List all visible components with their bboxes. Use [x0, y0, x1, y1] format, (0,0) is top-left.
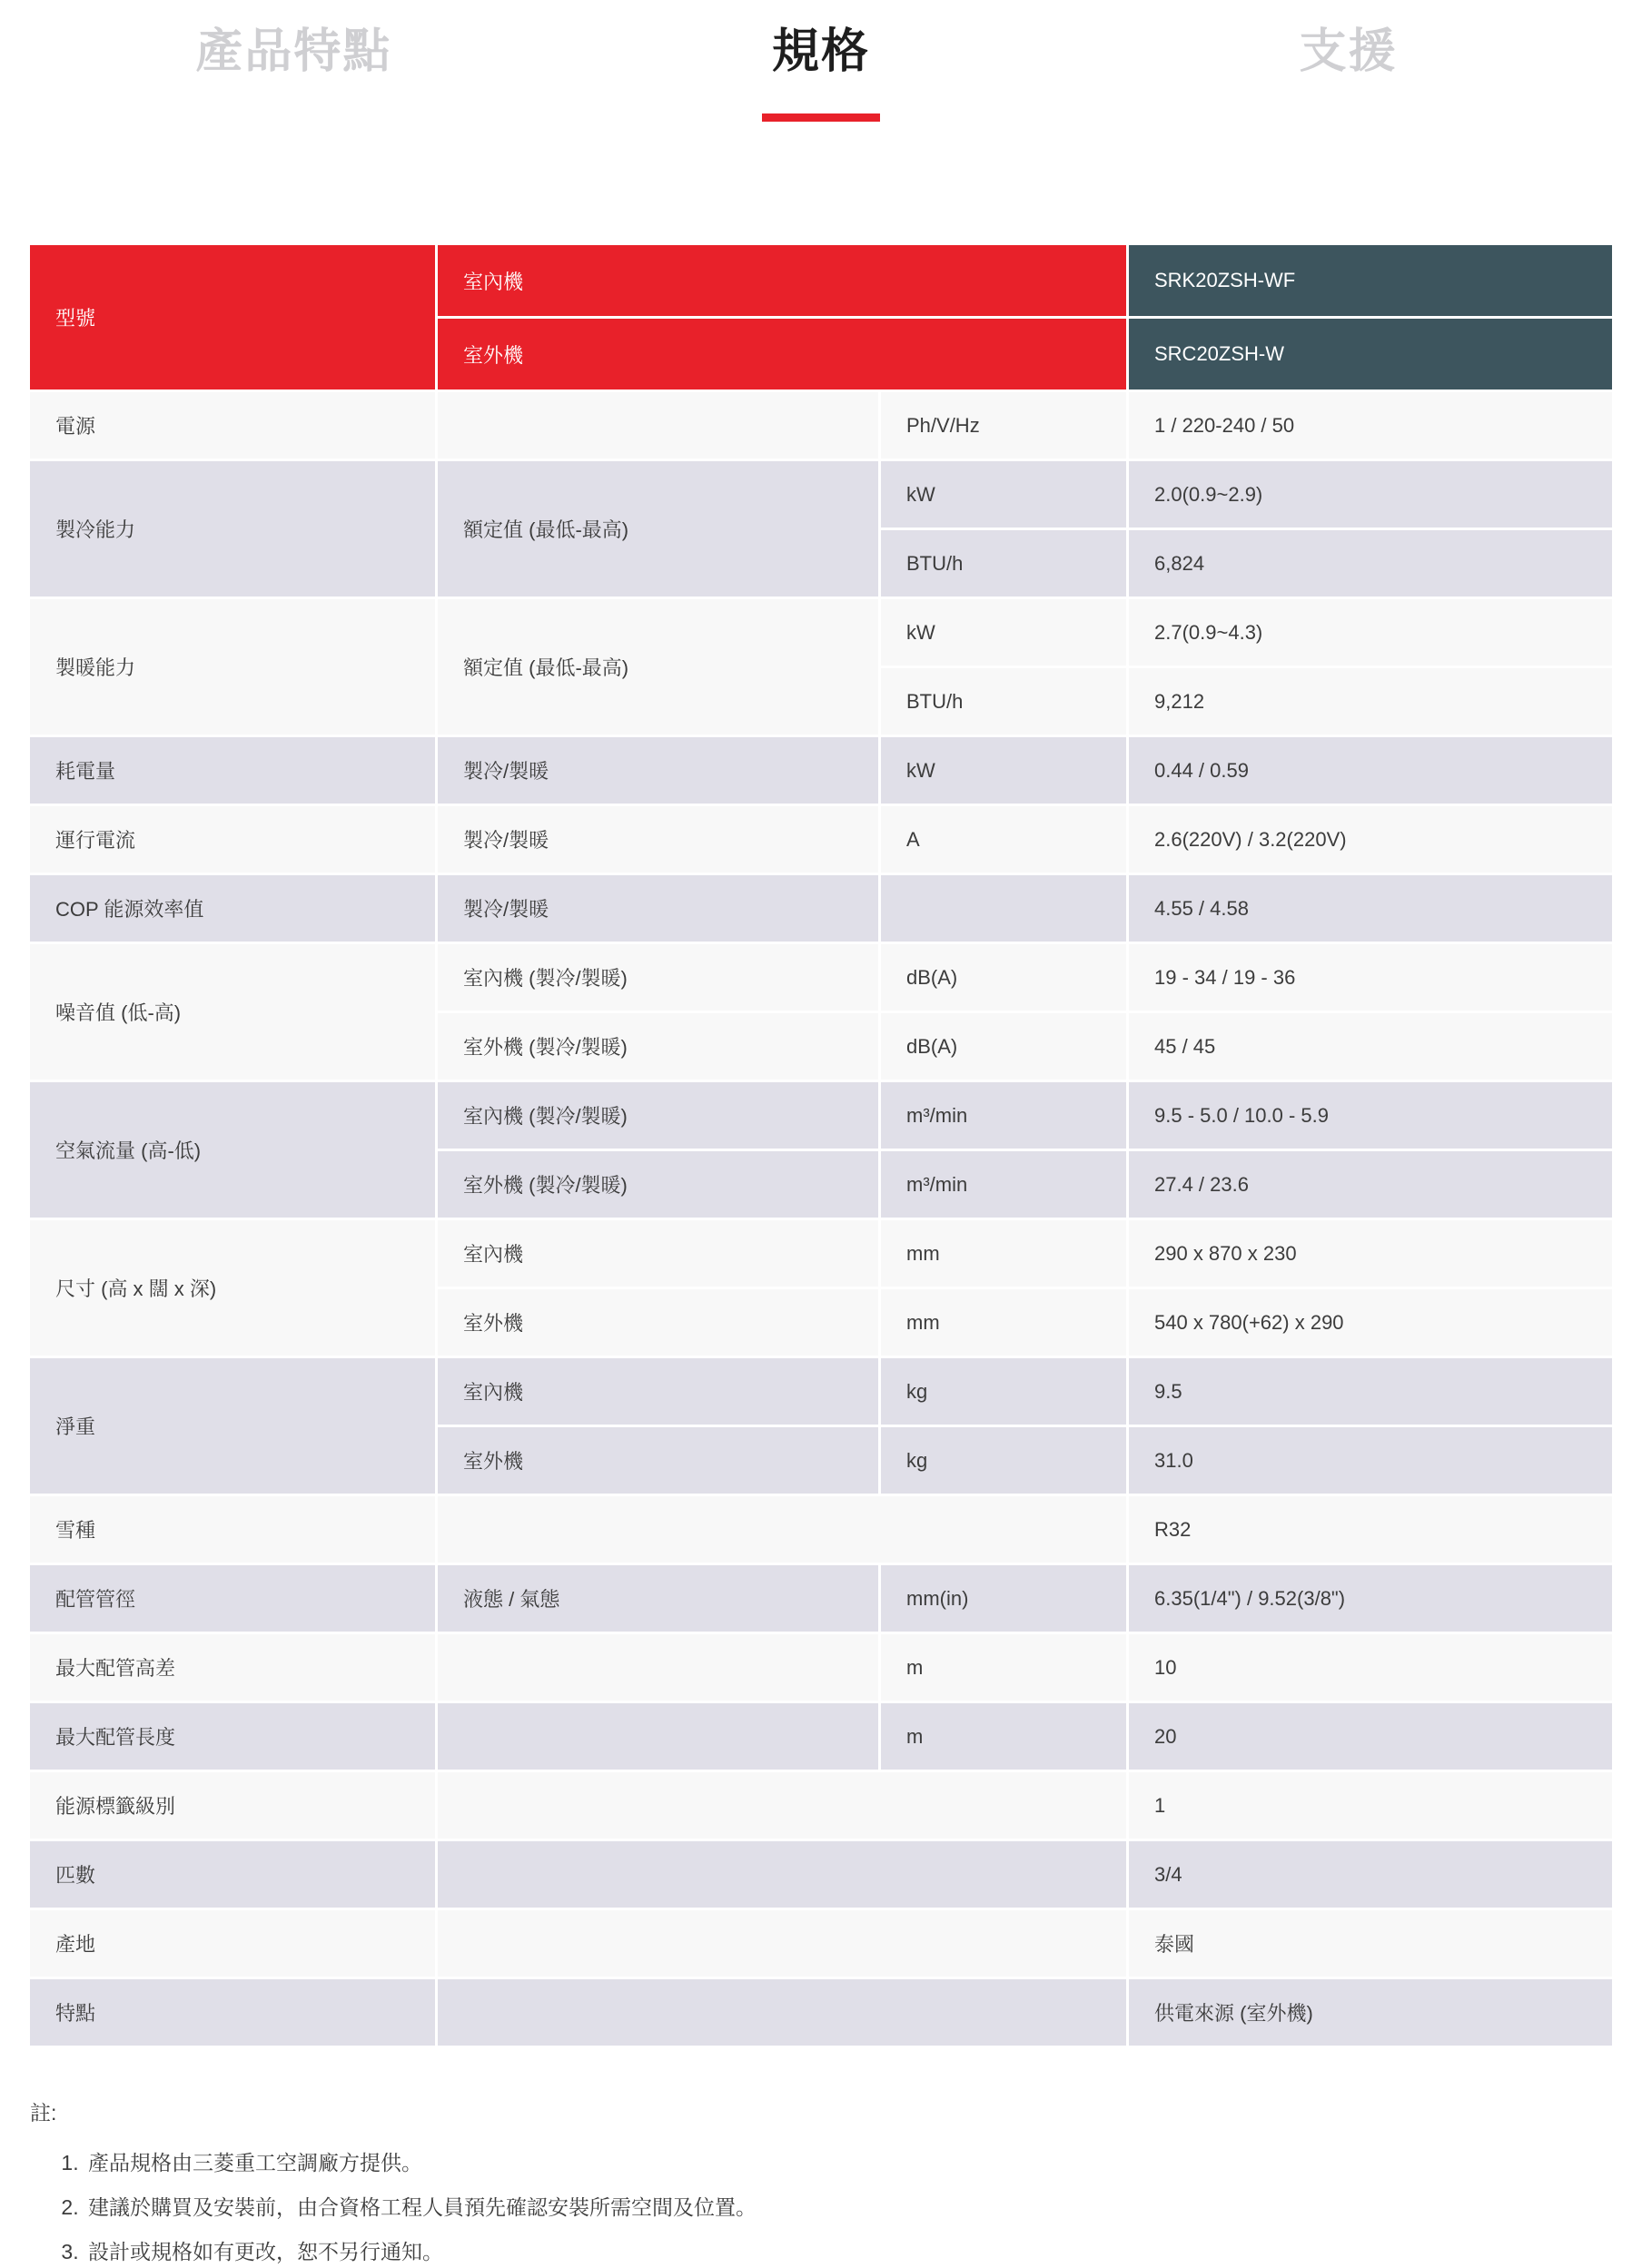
spec-row-power-supply — [30, 392, 1612, 459]
note-item: 1. 產品規格由三菱重工空調廠方提供。 — [84, 2146, 1642, 2176]
spec-unit: m — [881, 1703, 1126, 1770]
spec-label: 尺寸 (高 x 闊 x 深) — [30, 1220, 435, 1356]
spec-sub: 室內機 — [438, 1220, 878, 1287]
spec-value: 45 / 45 — [1129, 1013, 1612, 1080]
spec-label: 運行電流 — [30, 806, 435, 873]
spec-value: 19 - 34 / 19 - 36 — [1129, 944, 1612, 1011]
tab-support-label: 支援 — [1299, 25, 1398, 78]
specification-table — [30, 245, 1612, 2046]
spec-row-features — [30, 1979, 1612, 2046]
spec-value: 290 x 870 x 230 — [1129, 1220, 1612, 1287]
spec-value: 泰國 — [1129, 1910, 1612, 1977]
spec-sub — [438, 1634, 878, 1701]
spec-row-running-current — [30, 806, 1612, 873]
spec-value-indoor-model: SRK20ZSH-WF — [1129, 245, 1612, 316]
tab-product-features-label: 產品特點 — [195, 25, 392, 78]
spec-unit — [881, 875, 1126, 942]
spec-row-energy-label-grade — [30, 1772, 1612, 1839]
spec-unit: A — [881, 806, 1126, 873]
spec-unit: m — [881, 1634, 1126, 1701]
spec-label: 雪種 — [30, 1496, 435, 1563]
spec-row-origin — [30, 1910, 1612, 1977]
notes-title: 註: — [30, 2101, 57, 2125]
spec-value: 10 — [1129, 1634, 1612, 1701]
spec-value: 6.35(1/4") / 9.52(3/8") — [1129, 1565, 1612, 1632]
spec-sub: 室外機 — [438, 1427, 878, 1494]
spec-unit: mm — [881, 1220, 1126, 1287]
spec-unit: BTU/h — [881, 530, 1126, 597]
spec-value: 6,824 — [1129, 530, 1612, 597]
spec-value: 540 x 780(+62) x 290 — [1129, 1289, 1612, 1356]
spec-value: 27.4 / 23.6 — [1129, 1151, 1612, 1218]
spec-unit: kW — [881, 599, 1126, 666]
spec-sub: 額定值 (最低-最高) — [438, 599, 878, 735]
spec-sub — [438, 1841, 1126, 1908]
spec-sub: 室內機 (製冷/製暖) — [438, 1082, 878, 1149]
spec-label: 噪音值 (低-高) — [30, 944, 435, 1080]
spec-unit: Ph/V/Hz — [881, 392, 1126, 459]
note-item: 2. 建議於購買及安裝前，由合資格工程人員預先確認安裝所需空間及位置。 — [84, 2191, 1642, 2221]
spec-unit: kg — [881, 1427, 1126, 1494]
spec-unit: kg — [881, 1358, 1126, 1425]
spec-unit: dB(A) — [881, 944, 1126, 1011]
spec-label: COP 能源效率值 — [30, 875, 435, 942]
spec-sub-outdoor: 室外機 — [438, 319, 1126, 390]
spec-label: 空氣流量 (高-低) — [30, 1082, 435, 1218]
spec-sub: 製冷/製暖 — [438, 806, 878, 873]
spec-row-cooling-capacity — [30, 461, 1612, 597]
spec-sub — [438, 1496, 1126, 1563]
tab-specifications-label: 規格 — [771, 25, 870, 78]
spec-unit: kW — [881, 461, 1126, 528]
spec-row-horsepower — [30, 1841, 1612, 1908]
tab-support[interactable] — [1084, 13, 1612, 122]
spec-label: 最大配管高差 — [30, 1634, 435, 1701]
spec-label: 製冷能力 — [30, 461, 435, 597]
spec-sub — [438, 1703, 878, 1770]
tab-product-features[interactable] — [30, 13, 558, 122]
spec-row-air-flow — [30, 1082, 1612, 1218]
spec-unit: m³/min — [881, 1151, 1126, 1218]
spec-value: 9.5 — [1129, 1358, 1612, 1425]
spec-value-outdoor-model: SRC20ZSH-W — [1129, 319, 1612, 390]
spec-unit: dB(A) — [881, 1013, 1126, 1080]
tab-bar — [30, 13, 1612, 122]
notes-section — [30, 2096, 1642, 2265]
spec-sub — [438, 1979, 1126, 2046]
spec-value: 3/4 — [1129, 1841, 1612, 1908]
tab-specifications[interactable] — [558, 13, 1085, 122]
spec-label: 型號 — [30, 245, 435, 390]
spec-sub: 室外機 — [438, 1289, 878, 1356]
active-tab-underline — [762, 113, 880, 122]
spec-sub — [438, 1772, 1126, 1839]
spec-sub: 室內機 — [438, 1358, 878, 1425]
spec-sub: 室外機 (製冷/製暖) — [438, 1151, 878, 1218]
spec-row-power-consumption — [30, 737, 1612, 804]
spec-unit: m³/min — [881, 1082, 1126, 1149]
spec-sub: 製冷/製暖 — [438, 875, 878, 942]
spec-value: 2.0(0.9~2.9) — [1129, 461, 1612, 528]
spec-row-pipe-diameter — [30, 1565, 1612, 1632]
spec-value: 1 / 220-240 / 50 — [1129, 392, 1612, 459]
spec-unit: BTU/h — [881, 668, 1126, 735]
spec-value: 0.44 / 0.59 — [1129, 737, 1612, 804]
spec-row-refrigerant — [30, 1496, 1612, 1563]
spec-row-net-weight — [30, 1358, 1612, 1494]
spec-sub-indoor: 室內機 — [438, 245, 1126, 316]
spec-row-heating-capacity — [30, 599, 1612, 735]
spec-row-cop — [30, 875, 1612, 942]
spec-label: 匹數 — [30, 1841, 435, 1908]
spec-value: 9.5 - 5.0 / 10.0 - 5.9 — [1129, 1082, 1612, 1149]
spec-row-model — [30, 245, 1612, 390]
spec-value: 1 — [1129, 1772, 1612, 1839]
spec-unit: mm — [881, 1289, 1126, 1356]
spec-row-noise-level — [30, 944, 1612, 1080]
spec-sub: 室內機 (製冷/製暖) — [438, 944, 878, 1011]
spec-label: 耗電量 — [30, 737, 435, 804]
spec-unit: mm(in) — [881, 1565, 1126, 1632]
spec-value: 供電來源 (室外機) — [1129, 1979, 1612, 2046]
spec-unit: kW — [881, 737, 1126, 804]
spec-label: 產地 — [30, 1910, 435, 1977]
spec-label: 能源標籤級別 — [30, 1772, 435, 1839]
spec-sub: 製冷/製暖 — [438, 737, 878, 804]
spec-value: 4.55 / 4.58 — [1129, 875, 1612, 942]
spec-value: 31.0 — [1129, 1427, 1612, 1494]
spec-sub: 額定值 (最低-最高) — [438, 461, 878, 597]
spec-label: 配管管徑 — [30, 1565, 435, 1632]
spec-value: 20 — [1129, 1703, 1612, 1770]
notes-list — [30, 2146, 1642, 2265]
spec-value: 2.6(220V) / 3.2(220V) — [1129, 806, 1612, 873]
spec-sub — [438, 1910, 1126, 1977]
spec-row-max-pipe-height — [30, 1634, 1612, 1701]
spec-sub — [438, 392, 878, 459]
spec-label: 電源 — [30, 392, 435, 459]
spec-row-dimensions — [30, 1220, 1612, 1356]
spec-label: 淨重 — [30, 1358, 435, 1494]
spec-label: 最大配管長度 — [30, 1703, 435, 1770]
spec-value: 2.7(0.9~4.3) — [1129, 599, 1612, 666]
spec-sub: 液態 / 氣態 — [438, 1565, 878, 1632]
note-item: 3. 設計或規格如有更改，恕不另行通知。 — [84, 2235, 1642, 2265]
spec-row-max-pipe-length — [30, 1703, 1612, 1770]
spec-value: 9,212 — [1129, 668, 1612, 735]
spec-label: 特點 — [30, 1979, 435, 2046]
spec-label: 製暖能力 — [30, 599, 435, 735]
spec-value: R32 — [1129, 1496, 1612, 1563]
spec-sub: 室外機 (製冷/製暖) — [438, 1013, 878, 1080]
